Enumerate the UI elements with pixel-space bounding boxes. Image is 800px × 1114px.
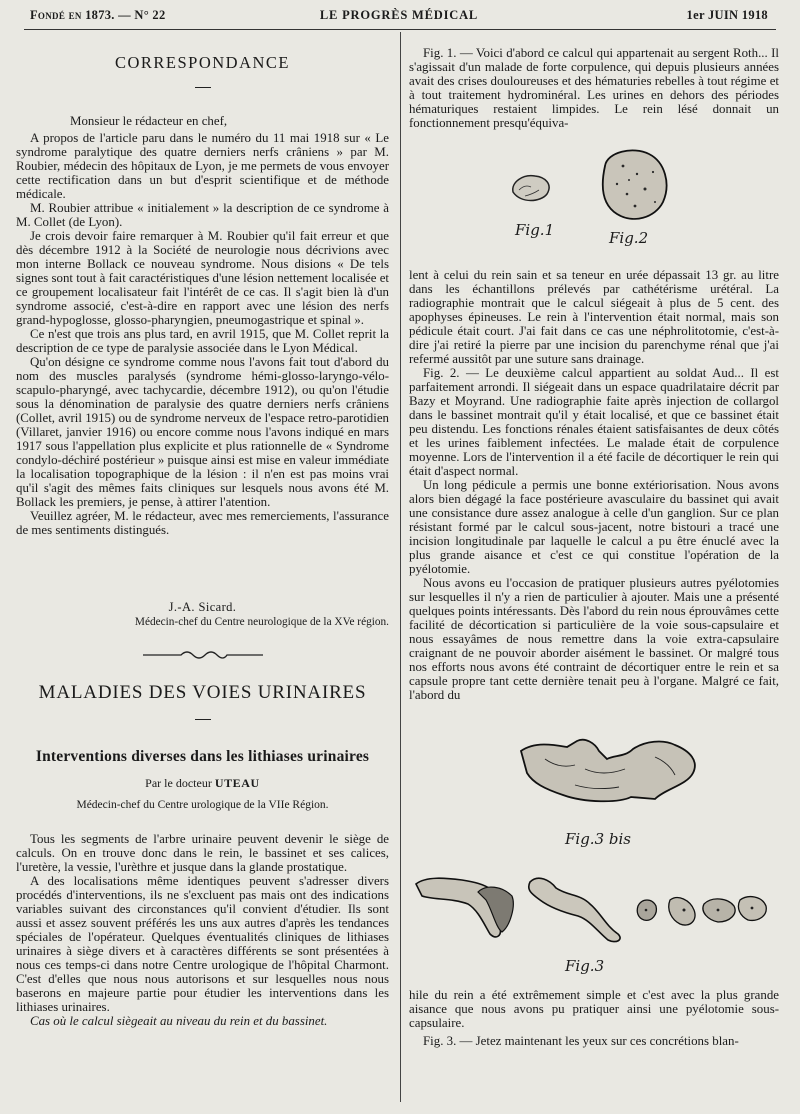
paragraph: Fig. 3. — Jetez maintenant les yeux sur ces concrétions blan- — [423, 1034, 739, 1048]
paragraph: Tous les segments de l'arbre urinaire peuvent devenir le siège de calculs. On en trouve donc dans le rein, le bassinet et ses calices, l'uretère, la vessie, l'urèthre et jusque dans la glande prostatique. — [16, 832, 389, 874]
paragraph: hile du rein a été extrêmement simple et c'est avec la plus grande aisance que nous avons pu pratiquer ainsi une pyélotomie sous-capsulaire. — [409, 988, 779, 1030]
author-name: UTEAU — [214, 776, 260, 790]
right-column-top — [409, 46, 779, 130]
signature-affiliation: Médecin-chef du Centre neurologique de la XVe région. — [134, 616, 389, 628]
figure-2-caption: Fig.2 — [609, 229, 649, 247]
figure-3-bis-caption: Fig.3 bis — [565, 830, 631, 848]
correspondance-heading: CORRESPONDANCE — [114, 53, 291, 72]
calculus-figure-3-bis — [515, 733, 710, 833]
article-title: Interventions diverses dans les lithiases urinaires — [35, 748, 370, 765]
heading-dash — [195, 719, 211, 720]
paragraph: A propos de l'article paru dans le numéro du 11 mai 1918 sur « Le syndrome paralytique des quatre derniers nerfs crâniens » par M. Roubier, médecin des hôpitaux de Lyon, je me permets de vous envoyer cette rectification dans un but d'esprit scientifique et de méthode médicale. — [16, 131, 389, 201]
paragraph: Qu'on désigne ce syndrome comme nous l'avons fait tout d'abord du nom des muscles paralysés (syndrome hémi-glosso-laryngo-vélo-scapulo-pharyngé, avec tachycardie, décembre 1912), ou qu'on l'étudie sous la dénomination de paralysie des quatre derniers nerfs crâniens (Collet, avril 1915) ou de syndrome nerveux de l'espace retro-parotidien (Villaret, janvier 1916) ou encore comme nous l'avons indiqué en mars 1917 sous l'appellation plus explicite et plus rationnelle de « Syndrome condylo-déchiré postérieur » puisque ainsi est mise en valeur immédiate la localisation topographique de la lésion : il n'en est pas moins vrai qu'il s'agit des mêmes faits cliniques sur lesquels nous avons été M. Bollack les premiers, je pense, à attirer l'atention. — [16, 355, 389, 509]
paragraph: Fig. 2. — Le deuxième calcul appartient au soldat Aud... Il est parfaitement arrondi. Il siégeait dans un espace quadrilataire décrit par Bazy et Moyrand. Une radiographie faite après injection de collargol dans le bassinet montrait qu'il y était localisé, et que ce bassinet était peu distendu. Les fonctions rénales étaient satisfaisantes de deux côtés et les urines faiblement infectées. Le malade était de corpulence moyenne. Lors de l'intervention il a été facile de décortiquer le rein qui était d'aspect normal. — [409, 366, 779, 478]
paragraph: Un long pédicule a permis une bonne extériorisation. Nous avons alors bien dégagé la face postérieure avasculaire du bassinet qui avait une consistance dure assez analogue à celle d'un ganglion. Sur ce plan résistant formé par le calcul sous-jacent, notre bistouri a tracé une incision longitudinale par laquelle le calcul a pu être énuclé avec la plus grande aisance et c'est ce qui constitue l'opération de la pyélotomie. — [409, 478, 779, 576]
calculus-figure-3 — [412, 870, 772, 950]
byline-prefix: Par le docteur — [145, 776, 212, 790]
issue-date: 1er JUIN 1918 — [686, 8, 768, 22]
paragraph: M. Roubier attribue « initialement » la description de ce syndrome à M. Collet (de Lyon). — [16, 201, 389, 229]
right-column-bottom — [409, 988, 779, 1048]
paragraph: Ce n'est que trois ans plus tard, en avril 1915, que M. Collet reprit la description de ce type de paralysie associée dans le Lyon Médical. — [16, 327, 389, 355]
figure-1-caption: Fig.1 — [515, 221, 555, 239]
subheading: Cas où le calcul siègeait au niveau du rein et du bassinet. — [30, 1014, 328, 1028]
paragraph: A des localisations même identiques peuvent s'adresser divers procédés d'interventions, ils ne s'excluent pas mais ont des indications variables suivant des circonstances qu'il convient d'étudier. Ils sont aussi et assez souvent préférés les uns aux autres d'après les tendances spéciales de l'opérateur. Quelques éventualités cliniques de lithiases urinaires à siège divers et à caractères différents se sont présentées à nous ces temps-ci dans notre Centre urologique de l'hôpital Charmont. C'est d'elles que nous nous autorisons et sur lesquelles nous nous baserons en majeure partie pour étudier les interventions dans les lithiases urinaires. — [16, 874, 389, 1014]
paragraph: Nous avons eu l'occasion de pratiquer plusieurs autres pyélotomies sur lesquelles il n'y a rien de particulier à ajouter. Mais une a présenté quelques points intéressants. Dès l'abord du rein nous éprouvâmes cette facilité de décortication si particulière de la voie sous-capsulaire et nous essayâmes de nous remettre dans la voie extra-capsulaire craignant de ne pouvoir aborder aisément le bassinet. Or malgré tous nos efforts nous avons été contraint de décortiquer entre le rein et sa capsule propre tant cette dernière tenait peu à l'organe. Malgré ce fait, l'abord du — [409, 576, 779, 702]
paragraph: Fig. 1. — Voici d'abord ce calcul qui appartenait au sergent Roth... Il s'agissait d'un malade de forte corpulence, qui depuis plusieurs années avait des crises douloureuses et des hématuries rebelles à tout régime et à tout traitement hydrominéral. Les urines en dehors des périodes hématuriques restaient limpides. Le rein lésé donnait un fonctionnement presqu'équiva- — [409, 46, 779, 130]
running-head — [30, 8, 768, 26]
correspondance-body — [16, 114, 389, 537]
header-rule — [24, 29, 776, 30]
signature: J.-A. Sicard. — [168, 600, 237, 614]
article-intro — [16, 832, 389, 1028]
journal-title: LE PROGRÈS MÉDICAL — [319, 8, 479, 22]
byline — [16, 776, 389, 791]
author-affiliation: Médecin-chef du Centre urologique de la VIIe Région. — [76, 799, 329, 811]
right-column-mid — [409, 268, 779, 702]
column-rule — [400, 32, 401, 1102]
paragraph: Veuillez agréer, M. le rédacteur, avec mes remerciements, l'assurance de mes sentiments distingués. — [16, 509, 389, 537]
heading-dash — [195, 87, 211, 88]
section-heading: MALADIES DES VOIES URINAIRES — [38, 682, 367, 703]
ornament-divider — [143, 647, 263, 663]
paragraph: lent à celui du rein sain et sa teneur en urée dépassait 13 gr. au litre dans les échantillons prélevés par cathétérisme urétéral. La radiographie montrait que le calcul siégeait à plus de 5 cent. des apophyses épineuses. Le rein à l'intervention était normal, mais son pédicule était court. J'ai fait dans ce cas une néphrolitotomie, c'est-à-dire j'ai retiré la pierre par une incision du parenchyme rénal que j'ai refermé aussitôt par une suture sans drainage. — [409, 268, 779, 366]
running-head-left: Fondé en 1873. — N° 22 — [30, 8, 166, 22]
paragraph: Je crois devoir faire remarquer à M. Roubier qu'il fait erreur et que dès décembre 1912 à la Société de neurologie nous décrivions avec mon interne Bollack ce nouveau syndrome. Nous disions « De tels signes sont tout à fait caractéristiques d'une lésion nettement localisée et ce groupement localisateur fait l'intérêt de ce cas. Il s'agit bien là d'un syndrome associé, c'est-à-dire en rapport avec une lésion des nerfs grand-hypoglosse, glosso-pharyngien, pneumogastrique et spinal ». — [16, 229, 389, 327]
salutation: Monsieur le rédacteur en chef, — [70, 114, 228, 128]
figure-3-caption: Fig.3 — [565, 957, 605, 975]
